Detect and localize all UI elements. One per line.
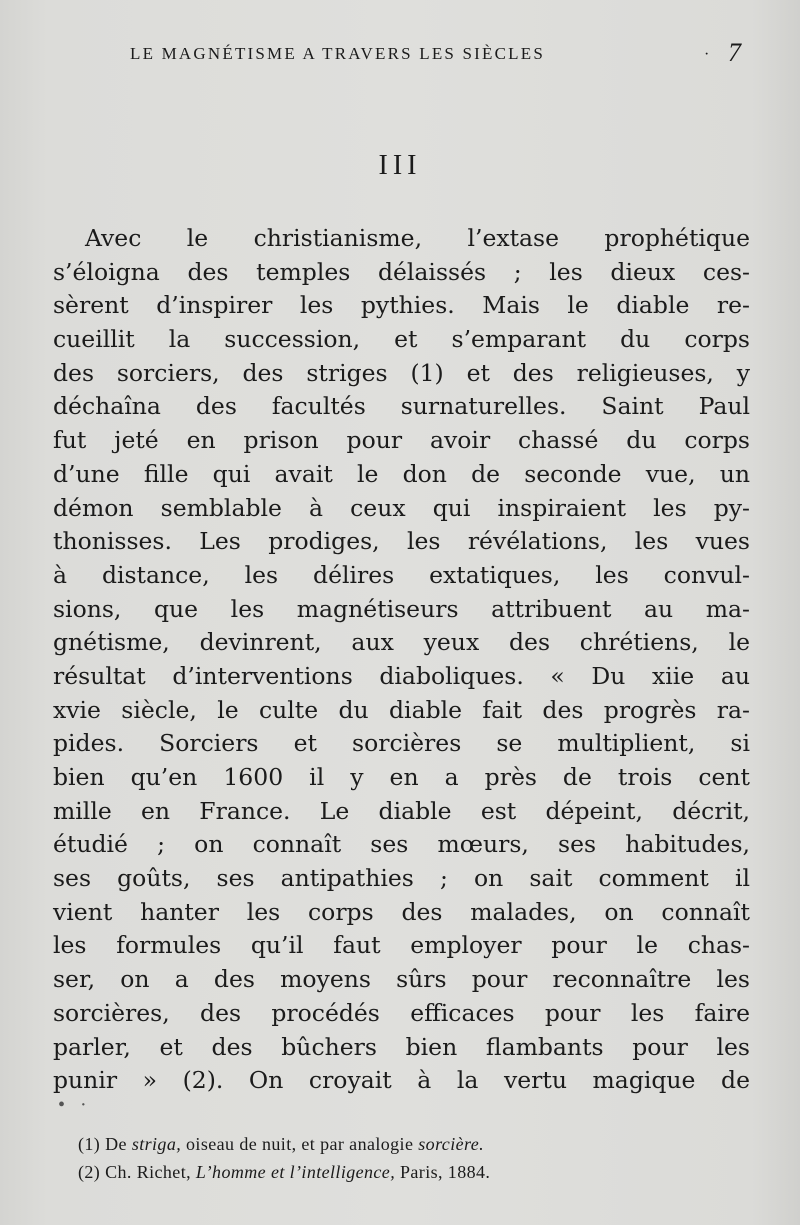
text-line: démon semblable à ceux qui inspiraient les py- (53, 493, 750, 522)
text-line: sorcières, des procédés efficaces pour les faire (53, 998, 750, 1027)
text-line: vient hanter les corps des malades, on connaît (53, 897, 750, 926)
text-line: Avec le christianisme, l’extase prophétique (85, 224, 750, 252)
text-line: thonisses. Les prodiges, les révélations, les vues (53, 527, 750, 556)
text-line: les formules qu’il faut employer pour le chas- (53, 931, 750, 960)
footnote-marker: (2) (78, 1162, 101, 1182)
footnote-imprint: Paris, 1884. (400, 1162, 491, 1182)
text-line: ses goûts, ses antipathies ; on sait comment il (53, 864, 750, 893)
text-line: à distance, les délires extatiques, les convul- (53, 560, 750, 589)
text-line: sèrent d’inspirer les pythies. Mais le diable re- (53, 291, 750, 320)
text-line: des sorciers, des striges (1) et des religieuses, y (53, 358, 750, 387)
footnote-2 (78, 1158, 718, 1186)
footnote-work-title: L’homme et l’intelligence, (195, 1162, 396, 1182)
footnotes (78, 1130, 718, 1186)
text-line: mille en France. Le diable est dépeint, décrit, (53, 796, 750, 825)
running-head-separator: · (704, 46, 710, 63)
text-line: fut jeté en prison pour avoir chassé du corps (53, 426, 750, 455)
text-line: résultat d’interventions diaboliques. « Du xiie au (53, 661, 750, 690)
text-line: xvie siècle, le culte du diable fait des progrès ra- (53, 695, 750, 724)
text-line: cueillit la succession, et s’emparant du corps (53, 325, 750, 354)
footnote-author: Ch. Richet, (105, 1162, 192, 1182)
text-line: déchaîna des facultés surnaturelles. Saint Paul (53, 392, 750, 421)
page-number: 7 (728, 38, 741, 67)
text-line: parler, et des bûchers bien flambants pour les (53, 1032, 750, 1061)
footnote-marker: (1) (78, 1134, 101, 1154)
text-line: pides. Sorciers et sorcières se multiplient, si (53, 729, 750, 758)
text-line: bien qu’en 1600 il y en a près de trois cent (53, 763, 750, 791)
print-specks: • · (58, 1094, 92, 1116)
text-line: s’éloigna des temples délaissés ; les dieux ces- (53, 257, 750, 286)
running-head (0, 40, 800, 70)
section-heading: III (378, 150, 422, 181)
footnote-1 (78, 1130, 718, 1158)
running-title: LE MAGNÉTISME A TRAVERS LES SIÈCLES (130, 44, 545, 63)
body-paragraph (53, 222, 750, 1098)
text-line: étudié ; on connaît ses mœurs, ses habitudes, (53, 830, 750, 859)
footnote-text: oiseau de nuit, et par analogie (186, 1134, 414, 1154)
text-line: d’une fille qui avait le don de seconde vue, un (53, 459, 750, 488)
footnote-gloss: sorcière. (418, 1134, 485, 1154)
text-line: punir » (2). On croyait à la vertu magique de (53, 1066, 750, 1095)
text-line: sions, que les magnétiseurs attribuent au ma- (53, 594, 750, 623)
text-line: ser, on a des moyens sûrs pour reconnaître les (53, 965, 750, 994)
footnote-text: De (105, 1134, 127, 1154)
text-line: gnétisme, devinrent, aux yeux des chrétiens, le (53, 628, 750, 657)
footnote-term: striga, (131, 1134, 182, 1154)
